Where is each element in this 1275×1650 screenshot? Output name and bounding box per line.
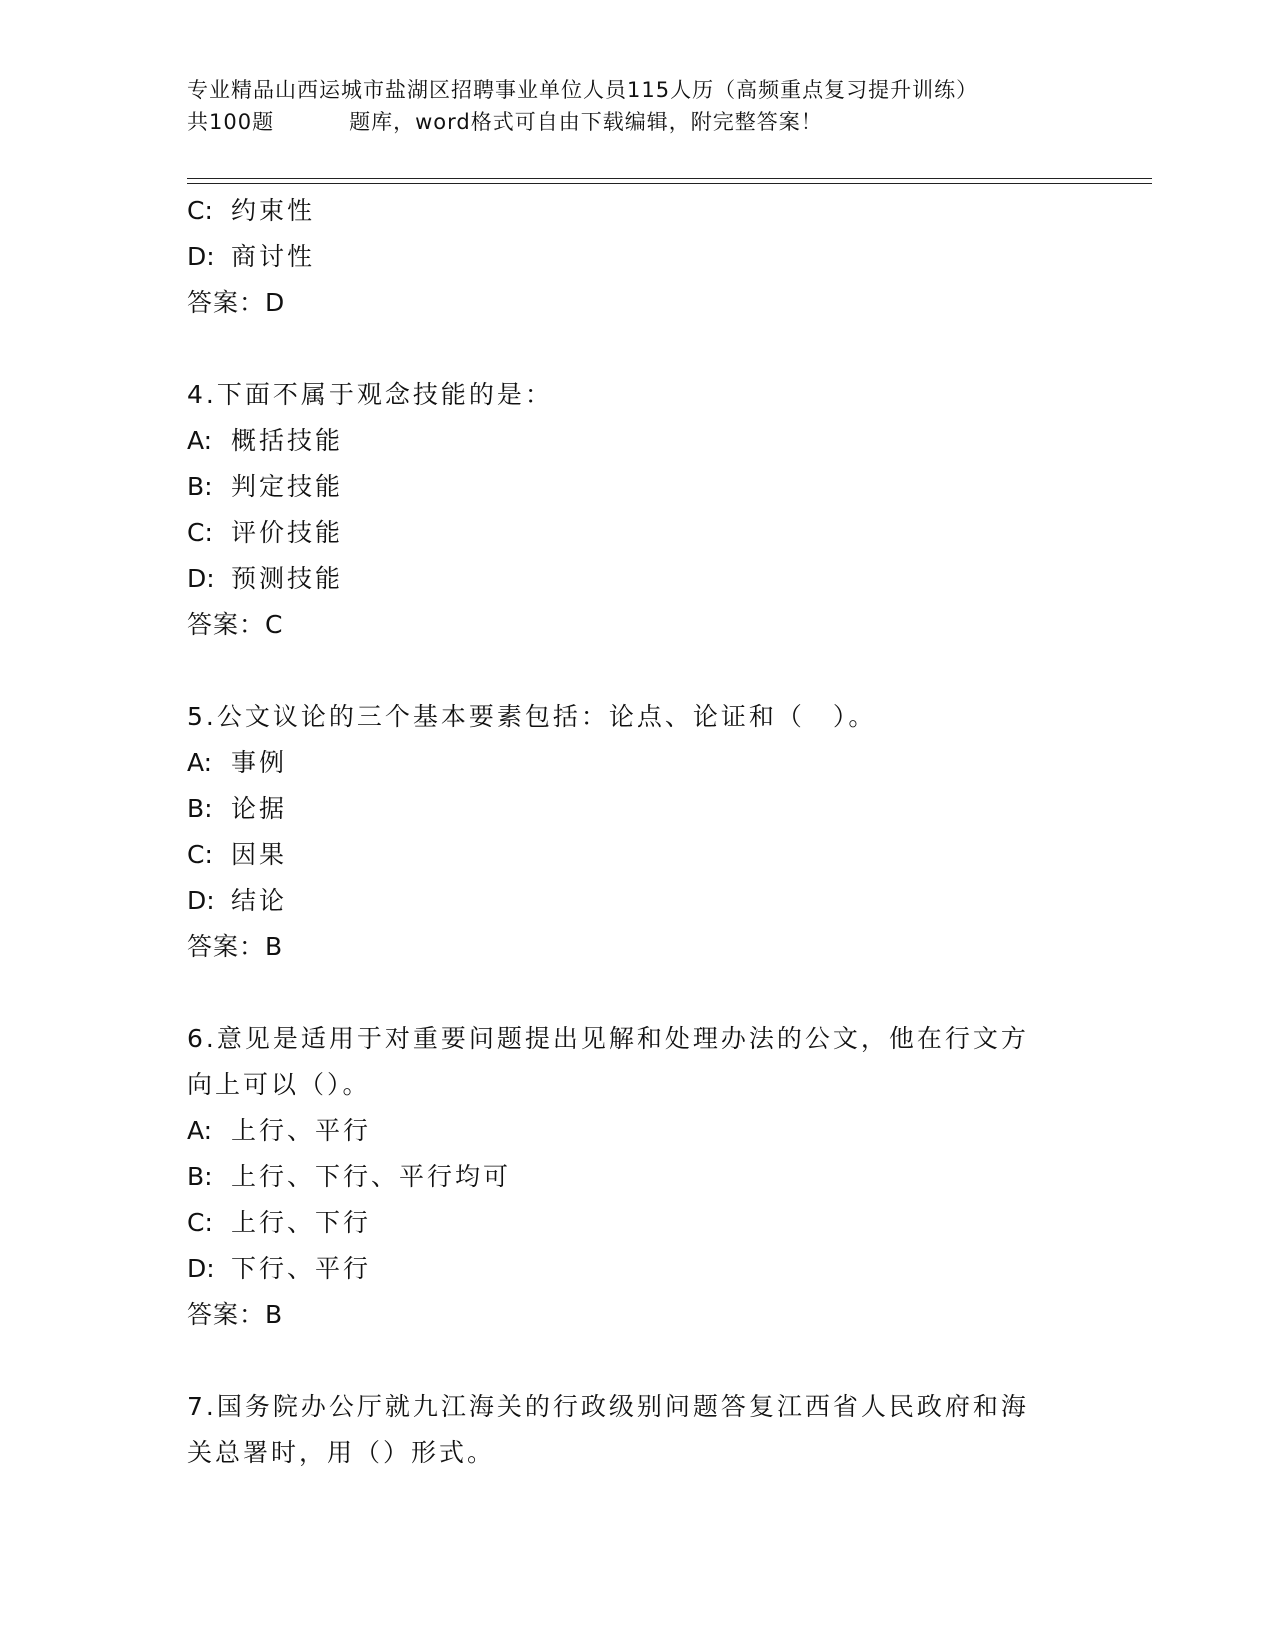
option-row [187,234,1087,280]
option-key: A: [187,1116,213,1145]
option-key: C: [187,518,213,547]
option-key: C: [187,196,213,225]
option-row [187,510,1087,556]
answer-line: 答案：D [187,288,286,317]
option-row [187,1108,1087,1154]
option-key: B: [187,794,213,823]
page-header [187,74,1087,138]
option-row [187,188,1087,234]
option-key: B: [187,1162,213,1191]
option-row [187,556,1087,602]
option-key: C: [187,840,213,869]
option-text: 判定技能 [231,472,344,501]
option-key: A: [187,426,213,455]
option-row [187,740,1087,786]
option-row [187,832,1087,878]
question-list [187,188,1087,1476]
question-text-line1: 6.意见是适用于对重要问题提出见解和处理办法的公文，他在行文方 [187,1024,1029,1053]
option-text: 约束性 [231,196,316,225]
header-subtitle [187,106,1087,138]
option-text: 上行、平行 [231,1116,372,1145]
option-row [187,1154,1087,1200]
option-text: 概括技能 [231,426,344,455]
option-row [187,878,1087,924]
option-row [187,1200,1087,1246]
option-key: D: [187,1254,215,1283]
option-key: D: [187,564,215,593]
option-row [187,464,1087,510]
question-text-line1: 7.国务院办公厅就九江海关的行政级别问题答复江西省人民政府和海 [187,1392,1029,1421]
option-row [187,418,1087,464]
option-text: 下行、平行 [231,1254,372,1283]
header-note: 题库，word格式可自由下载编辑，附完整答案！ [349,110,823,134]
header-title: 专业精品山西运城市盐湖区招聘事业单位人员115人历（高频重点复习提升训练） [187,78,979,102]
option-key: A: [187,748,213,777]
option-row [187,786,1087,832]
question-text: 5.公文议论的三个基本要素包括：论点、论证和（ ）。 [187,702,877,731]
option-text: 上行、下行 [231,1208,372,1237]
option-text: 商讨性 [231,242,316,271]
answer-line: 答案：B [187,932,284,961]
header-count: 共100题 [187,110,275,134]
header-rule-bottom [187,183,1152,184]
option-key: C: [187,1208,213,1237]
option-key: B: [187,472,213,501]
option-text: 因果 [231,840,288,869]
option-text: 结论 [231,886,288,915]
option-text: 论据 [231,794,288,823]
option-text: 事例 [231,748,288,777]
header-rule-top [187,178,1152,179]
answer-line: 答案：B [187,1300,284,1329]
question-text-line2: 关总署时，用（）形式。 [187,1438,496,1467]
answer-line: 答案：C [187,610,284,639]
option-text: 评价技能 [231,518,344,547]
option-text: 上行、下行、平行均可 [231,1162,512,1191]
option-key: D: [187,242,215,271]
option-text: 预测技能 [231,564,344,593]
question-text: 4.下面不属于观念技能的是： [187,380,553,409]
option-key: D: [187,886,215,915]
option-row [187,1246,1087,1292]
question-text-line2: 向上可以（）。 [187,1070,371,1099]
